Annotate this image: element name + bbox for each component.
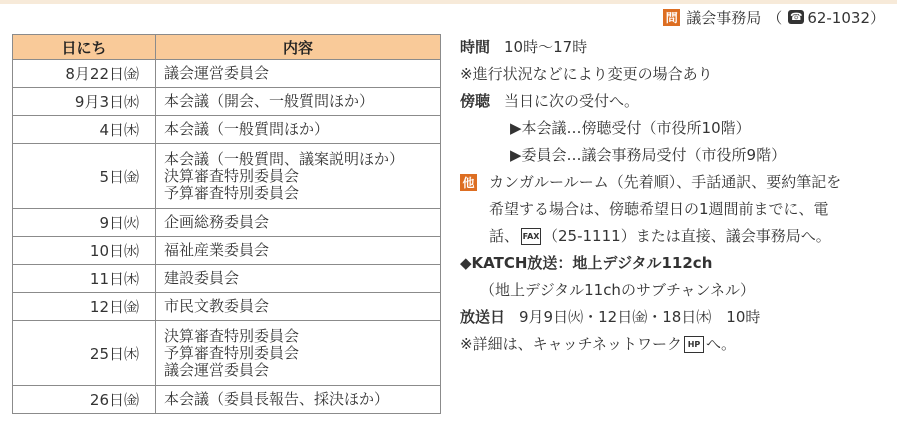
- contact-phone-open: （: [767, 8, 783, 27]
- row-item: 福祉産業委員会: [164, 241, 270, 259]
- fax-icon: FAX: [521, 228, 541, 245]
- row-date: 8月22日㈮: [13, 60, 156, 88]
- row-item: 企画総務委員会: [164, 213, 270, 231]
- row-content: [156, 88, 441, 116]
- audience-label: 傍聴: [460, 92, 491, 110]
- katch-sub: （地上デジタル11chのサブチャンネル）: [480, 281, 756, 299]
- contact-org: 議会事務局: [686, 8, 762, 27]
- time-value: 10時～17時: [504, 38, 588, 56]
- details-text-a: ※詳細は、キャッチネットワーク: [460, 335, 682, 353]
- row-item: 議会運営委員会: [164, 64, 270, 82]
- details-line: [460, 331, 890, 358]
- row-item: 本会議（一般質問、議案説明ほか）: [164, 149, 405, 168]
- inquiry-badge: 問: [663, 9, 680, 26]
- header-date: 日にち: [13, 35, 156, 60]
- broadcast-label: 放送日: [460, 308, 506, 326]
- homepage-icon[interactable]: HP: [684, 336, 704, 353]
- row-content: [156, 209, 441, 237]
- audience-value: 当日に次の受付へ。: [504, 92, 640, 110]
- table-row: [13, 209, 441, 237]
- table-row: [13, 265, 441, 293]
- other-line2: 希望する場合は、傍聴希望日の1週間前までに、電: [489, 200, 829, 218]
- table-row: [13, 116, 441, 144]
- row-content: [156, 116, 441, 144]
- info-panel: [460, 34, 890, 358]
- row-date: 26日㈮: [13, 386, 156, 414]
- table-row: [13, 88, 441, 116]
- row-date: 25日㈭: [13, 321, 156, 386]
- contact-phone: 62-1032）: [807, 8, 885, 27]
- row-date: 5日㈮: [13, 144, 156, 209]
- audience-item: ▶本会議…傍聴受付（市役所10階）: [510, 119, 751, 137]
- row-item: 決算審査特別委員会: [164, 166, 300, 185]
- audience-line: [460, 88, 890, 115]
- row-content: [156, 386, 441, 414]
- table-row: [13, 237, 441, 265]
- table-row: [13, 293, 441, 321]
- top-accent-strip: [0, 0, 897, 4]
- table-row: [13, 144, 441, 209]
- row-item: 市民文教委員会: [164, 297, 270, 315]
- row-content: [156, 265, 441, 293]
- schedule-table: [12, 34, 441, 414]
- table-row: [13, 321, 441, 386]
- row-item: 決算審査特別委員会: [164, 326, 300, 345]
- row-date: 4日㈭: [13, 116, 156, 144]
- contact-line: [663, 6, 885, 28]
- katch-title: ◆KATCH放送：地上デジタル112ch: [460, 254, 713, 272]
- table-header-row: [13, 35, 441, 60]
- time-note: ※進行状況などにより変更の場合あり: [460, 65, 713, 83]
- table-row: [13, 60, 441, 88]
- time-line: [460, 34, 890, 61]
- other-line3-b: （25-1111）または直接、議会事務局へ。: [543, 227, 831, 245]
- row-content: [156, 60, 441, 88]
- row-date: 9月3日㈬: [13, 88, 156, 116]
- audience-item: ▶委員会…議会事務局受付（市役所9階）: [510, 146, 787, 164]
- time-label: 時間: [460, 38, 491, 56]
- row-item: 本会議（委員長報告、採決ほか）: [164, 390, 390, 408]
- row-item: 本会議（開会、一般質問ほか）: [164, 92, 375, 110]
- other-line3: [489, 223, 841, 250]
- row-content: [156, 144, 441, 209]
- row-item: 予算審査特別委員会: [164, 343, 300, 362]
- row-item: 予算審査特別委員会: [164, 183, 300, 202]
- details-text-b: へ。: [705, 335, 736, 353]
- row-date: 11日㈭: [13, 265, 156, 293]
- other-badge: 他: [460, 174, 477, 191]
- other-text: [489, 169, 841, 250]
- row-date: 9日㈫: [13, 209, 156, 237]
- row-content: [156, 237, 441, 265]
- phone-icon: ☎: [790, 11, 803, 23]
- row-content: [156, 321, 441, 386]
- row-date: 10日㈬: [13, 237, 156, 265]
- row-item: 議会運営委員会: [164, 360, 270, 379]
- table-row: [13, 386, 441, 414]
- other-line3-a: 話、: [489, 227, 520, 245]
- other-line1: カンガルールーム（先着順）、手話通訳、要約筆記を: [489, 173, 842, 191]
- header-content: 内容: [156, 35, 441, 60]
- broadcast-line: [460, 304, 890, 331]
- other-section: [460, 169, 890, 250]
- row-date: 12日㈮: [13, 293, 156, 321]
- row-content: [156, 293, 441, 321]
- row-item: 建設委員会: [164, 269, 240, 287]
- broadcast-value: 9月9日㈫・12日㈮・18日㈭ 10時: [519, 308, 761, 326]
- row-item: 本会議（一般質問ほか）: [164, 120, 330, 138]
